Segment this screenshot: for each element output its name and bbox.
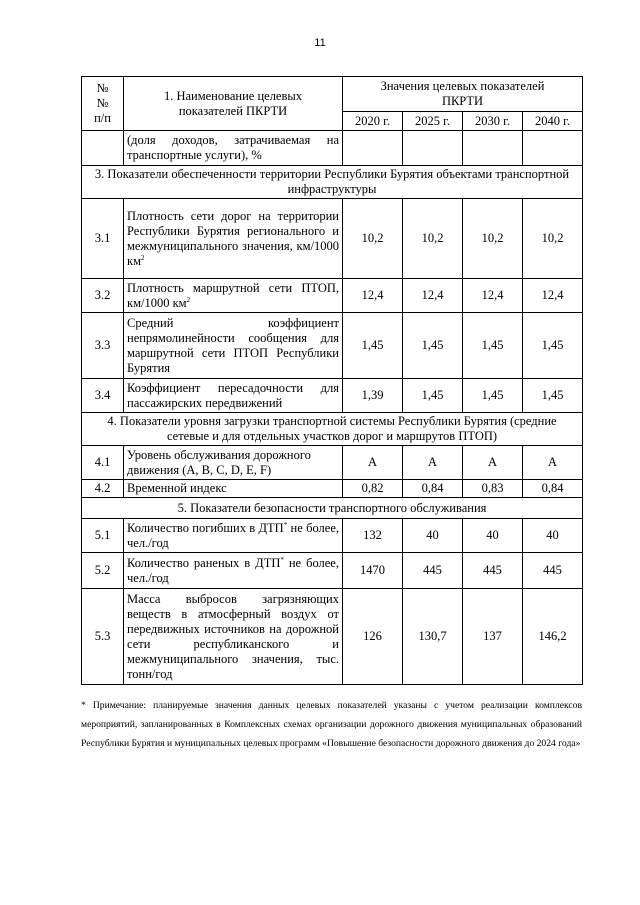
row-number: 4.2 — [82, 480, 124, 498]
value-2030: 10,2 — [463, 199, 523, 279]
value-2040: 0,84 — [523, 480, 583, 498]
row-number: 5.2 — [82, 553, 124, 589]
table-row — [82, 519, 583, 553]
indicator-name: Коэффициент пересадочности для пассажирских передвижений — [124, 379, 343, 413]
indicator-name: Средний коэффициент непрямолинейности сообщения для маршрутной сети ПТОП Республики Бурятия — [124, 313, 343, 379]
row-number: 5.1 — [82, 519, 124, 553]
name-col-header: 1. Наименование целевых показателей ПКРТИ — [124, 77, 343, 131]
table-row — [82, 313, 583, 379]
value-2040: 146,2 — [523, 589, 583, 685]
table-row — [82, 379, 583, 413]
section-header-row — [82, 413, 583, 446]
value-2020: 132 — [343, 519, 403, 553]
value-2030: 40 — [463, 519, 523, 553]
value-2030: 1,45 — [463, 313, 523, 379]
value-2030: 1,45 — [463, 379, 523, 413]
value-2025: 40 — [403, 519, 463, 553]
value-2025: 1,45 — [403, 313, 463, 379]
value-2040: 12,4 — [523, 279, 583, 313]
section-header-row — [82, 166, 583, 199]
table-row — [82, 553, 583, 589]
indicator-name: Количество раненых в ДТП* не более, чел./год — [124, 553, 343, 589]
year-2040: 2040 г. — [523, 112, 583, 131]
continuation-text: (доля доходов, затрачиваемая на транспортные услуги), % — [124, 131, 343, 166]
values-col-header: Значения целевых показателей ПКРТИ — [343, 77, 583, 112]
table-row — [82, 199, 583, 279]
table-row — [82, 279, 583, 313]
value-2020: 12,4 — [343, 279, 403, 313]
section-5-title: 5. Показатели безопасности транспортного обслуживания — [82, 498, 583, 519]
value-2040: 10,2 — [523, 199, 583, 279]
value-2040: 1,45 — [523, 313, 583, 379]
section-4-title: 4. Показатели уровня загрузки транспортной системы Республики Бурятия (средние сетевые и для отдельных участков дорог и маршрутов ПТОП) — [82, 413, 583, 446]
row-number: 5.3 — [82, 589, 124, 685]
value-2020: 1470 — [343, 553, 403, 589]
value-2020: 126 — [343, 589, 403, 685]
row-number: 3.4 — [82, 379, 124, 413]
value-2040: 445 — [523, 553, 583, 589]
row-number: 3.1 — [82, 199, 124, 279]
value-2025: 130,7 — [403, 589, 463, 685]
value-2030: 445 — [463, 553, 523, 589]
value-2020: 0,82 — [343, 480, 403, 498]
value-2025: 0,84 — [403, 480, 463, 498]
table-row — [82, 589, 583, 685]
indicator-name: Масса выбросов загрязняющих веществ в атмосферный воздух от передвижных источников на дорожной сети республиканского и межмуниципального значения, тыс. тонн/год — [124, 589, 343, 685]
value-2025: 445 — [403, 553, 463, 589]
value-2025: 12,4 — [403, 279, 463, 313]
footnote: * Примечание: планируемые значения данных целевых показателей указаны с учетом реализации комплексов мероприятий, запланированных в Комплексных схемах организации дорожного движения муниципальных образований Республики Бурятия и муниципальных целевых программ «Повышение безопасности дорожного движения до 2024 года» — [81, 700, 582, 749]
target-indicators-table — [81, 76, 583, 685]
row-number: 4.1 — [82, 446, 124, 480]
num-col-header: №№ п/п — [82, 77, 124, 131]
row-number: 3.3 — [82, 313, 124, 379]
value-2025: 1,45 — [403, 379, 463, 413]
value-2040: 1,45 — [523, 379, 583, 413]
indicator-name: Количество погибших в ДТП* не более, чел./год — [124, 519, 343, 553]
section-3-title: 3. Показатели обеспеченности территории Республики Бурятия объектами транспортной инфраструктуры — [82, 166, 583, 199]
indicator-name: Временной индекс — [124, 480, 343, 498]
value-2025: 10,2 — [403, 199, 463, 279]
indicator-name: Уровень обслуживания дорожного движения (А, В, С, D, Е, F) — [124, 446, 343, 480]
value-2020: 1,45 — [343, 313, 403, 379]
value-2020: 10,2 — [343, 199, 403, 279]
value-2040: А — [523, 446, 583, 480]
value-2040: 40 — [523, 519, 583, 553]
continuation-row — [82, 131, 583, 166]
value-2030: 137 — [463, 589, 523, 685]
table-row — [82, 480, 583, 498]
value-2030: 12,4 — [463, 279, 523, 313]
table-row — [82, 446, 583, 480]
value-2025: А — [403, 446, 463, 480]
year-2020: 2020 г. — [343, 112, 403, 131]
value-2030: А — [463, 446, 523, 480]
value-2020: 1,39 — [343, 379, 403, 413]
year-2030: 2030 г. — [463, 112, 523, 131]
table-header-row — [82, 77, 583, 112]
value-2030: 0,83 — [463, 480, 523, 498]
indicator-name: Плотность маршрутной сети ПТОП, км/1000 $км^2$ — [124, 279, 343, 313]
page-number: 11 — [314, 37, 326, 49]
indicator-name: Плотность сети дорог на территории Республики Бурятия регионального и межмуниципального значения, км/1000 $км^2$ — [124, 199, 343, 279]
row-number: 3.2 — [82, 279, 124, 313]
year-2025: 2025 г. — [403, 112, 463, 131]
section-header-row — [82, 498, 583, 519]
value-2020: А — [343, 446, 403, 480]
